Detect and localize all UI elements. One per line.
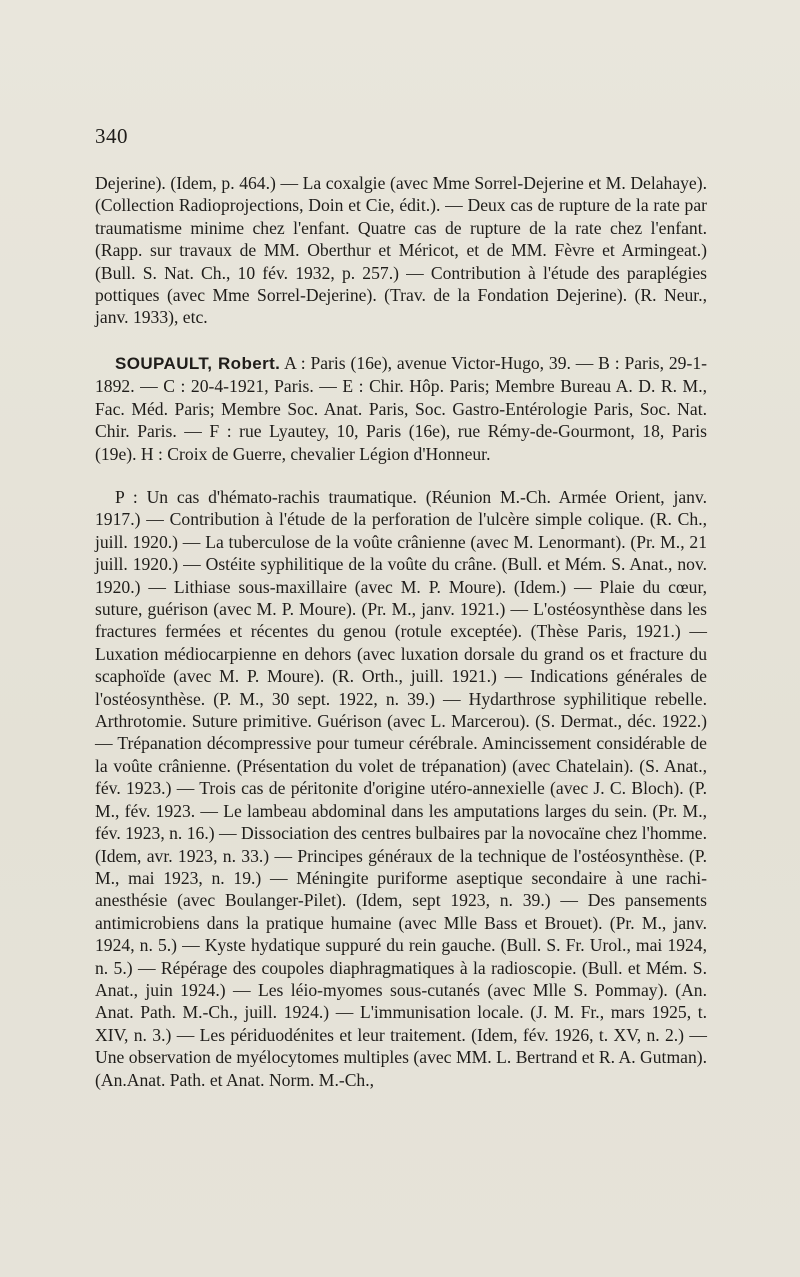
publications-text: P : Un cas d'hémato-rachis traumatique. (Réunion M.-Ch. Armée Orient, janv. 1917.) — Contribution à l'étude de la perforation de l'ulcère simple colique. (R. Ch., juill. 1920.) — La tuberculose de la voûte crânienne (avec M. Lenormant). (Pr. M., 21 juill. 1920.) — Ostéite syphilitique de la voûte du crâne. (Bull. et Mém. S. Anat., nov. 1920.) — Lithiase sous-maxillaire (avec M. P. Moure). (Idem.) — Plaie du cœur, suture, guérison (avec M. P. Moure). (Pr. M., janv. 1921.) — L'ostéosynthèse dans les fractures fermées et récentes du genou (rotule exceptée). (Thèse Paris, 1921.) — Luxation médiocarpienne en dehors (avec luxation dorsale du grand os et fracture du scaphoïde (avec M. P. Moure). (R. Orth., juill. 1921.) — Indications générales de l'ostéosynthèse. (P. M., 30 sept. 1922, n. 39.) — Hydarthrose syphilitique rebelle. Arthrotomie. Suture primitive. Guérison (avec L. Marcerou). (S. Dermat., déc. 1922.) — Trépanation décompressive pour tumeur cérébrale. Amincissement considérable de la voûte crânienne. (Présentation du volet de trépanation) (avec Chatelain). (S. Anat., fév. 1923.) — Trois cas de péritonite d'origine utéro-annexielle (avec J. C. Bloch). (P. M., fév. 1923. — Le lambeau abdominal dans les amputations larges du sein. (Pr. M., fév. 1923, n. 16.) — Dissociation des centres bulbaires par la novocaïne chez l'homme. (Idem, avr. 1923, n. 33.) — Principes généraux de la technique de l'ostéosynthèse. (P. M., mai 1923, n. 19.) — Méningite puriforme aseptique secondaire à une rachi-anesthésie (avec Boulanger-Pilet). (Idem, sept 1923, n. 39.) — Des pansements antimicrobiens dans la pratique humaine (avec Mlle Bass et Brouet). (Pr. M., janv. 1924, n. 5.) — Kyste hydatique suppuré du rein gauche. (Bull. S. Fr. Urol., mai 1924, n. 5.) — Répérage des coupoles diaphragmatiques à la radioscopie. (Bull. et Mém. S. Anat., juin 1924.) — Les léio-myomes sous-cutanés (avec Mlle S. Pommay). (An. Anat. Path. M.-Ch., juill. 1924.) — L'immunisation locale. (J. M. Fr., mars 1925, t. XIV, n. 3.) — Les périduodénites et leur traitement. (Idem, fév. 1926, t. XV, n. 2.) — Une observation de myélocytomes multiples (avec MM. L. Bertrand et R. A. Gutman). (An.Anat. Path. et Anat. Norm. M.-Ch., (95, 487, 707, 1090)
entry-soupault (95, 352, 707, 465)
publications-paragraph (95, 486, 707, 1091)
entry-header-paragraph (95, 352, 707, 465)
page-number: 340 (95, 124, 128, 148)
paragraph-text: Dejerine). (Idem, p. 464.) — La coxalgie (avec Mme Sorrel-Dejerine et M. Delahaye). (Collection Radioprojections, Doin et Cie, édit.). — Deux cas de rupture de la rate par traumatisme minime chez l'enfant. Quatre cas de rupture de la rate chez l'enfant. (Rapp. sur travaux de MM. Oberthur et Méricot, et de MM. Fèvre et Armingeat.) (Bull. S. Nat. Ch., 10 fév. 1932, p. 257.) — Contribution à l'étude des paraplégies pottiques (avec Mme Sorrel-Dejerine). (Trav. de la Fondation Dejerine). (R. Neur., janv. 1933), etc. (95, 173, 707, 328)
paragraph-dejerine-continuation (95, 172, 707, 329)
entry-details: A : Paris (16e), avenue Victor-Hugo, 39. — B : Paris, 29-1-1892. — C : 20-4-1921, Paris. — E : Chir. Hôp. Paris; Membre Bureau A. D. R. M., Fac. Méd. Paris; Membre Soc. Anat. Paris, Soc. Gastro-Entérologie Paris, Soc. Nat. Chir. Paris. — F : rue Lyautey, 10, Paris (16e), rue Rémy-de-Gourmont, 18, Paris (19e). H : Croix de Guerre, chevalier Légion d'Honneur. (95, 353, 707, 464)
entry-name: SOUPAULT, Robert. (115, 354, 281, 373)
